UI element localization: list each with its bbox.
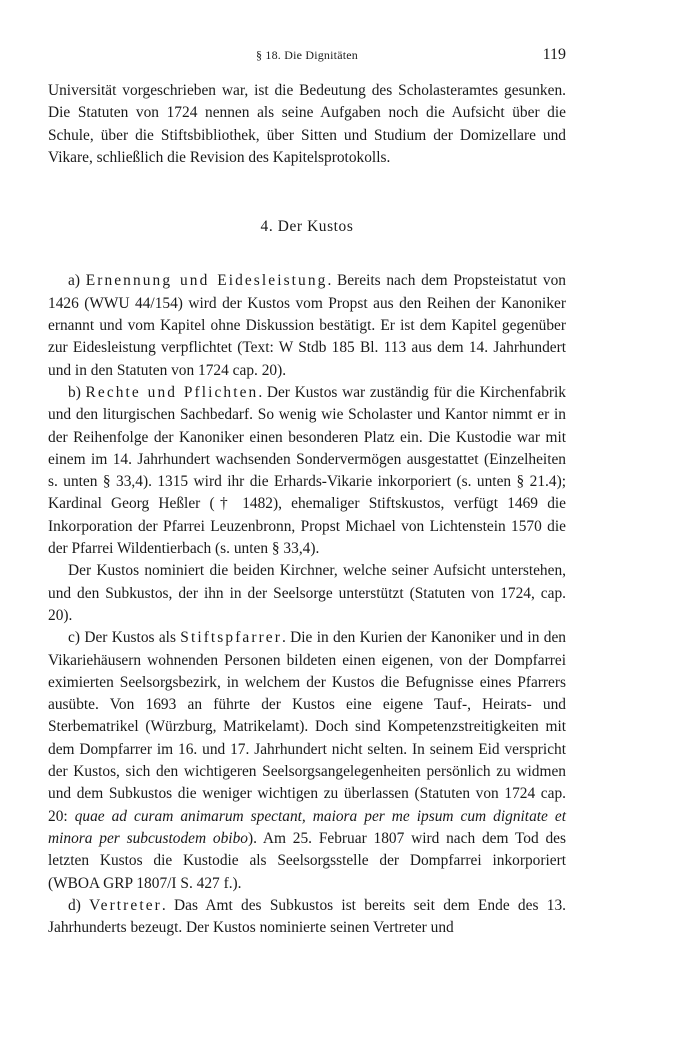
section-heading-title: Der Kustos <box>277 218 354 236</box>
section-heading-number: 4. <box>260 218 274 236</box>
paragraph-c-prefix: Der Kustos als <box>84 629 181 647</box>
paragraph-a-title: Ernennung und Eidesleistung <box>85 272 328 290</box>
paragraph-c-label: c) <box>68 629 80 647</box>
paragraph-kirchner: Der Kustos nominiert die beiden Kirchner, welche seiner Aufsicht unterstehen, und den Subkustos, der ihn in der Seelsorge unterstützt (Statuten von 1724, cap. 20). <box>48 562 566 624</box>
section-title: § 18. Die Dignitäten <box>256 48 358 62</box>
paragraph-a <box>48 270 566 381</box>
paragraph-b-title: Rechte und Pflichten <box>85 383 259 401</box>
paragraph-b <box>48 382 566 560</box>
body-text <box>48 80 566 939</box>
paragraph-d-text: . Das Amt des Subkustos ist bereits seit dem Ende des 13. Jahrhunderts bezeugt. Der Kustos nominierte seinen Vertreter und <box>48 896 566 937</box>
paragraph-d <box>48 895 566 940</box>
paragraph-d-label: d) <box>68 896 81 914</box>
intro-paragraph: Universität vorgeschrieben war, ist die Bedeutung des Scholasteramtes gesunken. Die Statuten von 1724 nennen als seine Aufgaben noch die Aufsicht über die Schule, über die Stiftsbibliothek, über Sitten und Studium der Domizellare und Vikare, schließlich die Revision des Kapitelsprotokolls. <box>48 82 566 166</box>
paragraph-c <box>48 627 566 895</box>
page-number: 119 <box>542 46 566 63</box>
paragraph-c-text: . Die in den Kurien der Kanoniker und in den Vikariehäusern wohnenden Personen bildeten einen eigenen, von der Dompfarrei eximierten Seelsorgsbezirk, in welchem der Kustos die Befugnisse eines Pfarrers ausübte. Von 1693 an führte der Kustos eine eigene Tauf-, Heirats- und Sterbematrikel (Würzburg, Matrikelamt). Doch sind Kompetenzstreitigkeiten mit dem Dompfarrer im 16. und 17. Jahrhundert nicht selten. In seinem Eid verspricht der Kustos, sich den wichtigeren Seelsorgsangelegenheiten persönlich zu widmen und dem Subkustos die weniger wichtigen zu überlassen (Statuten von 1724 cap. 20: <box>48 629 566 825</box>
paragraph-b-text: . Der Kustos war zuständig für die Kirchenfabrik und den liturgischen Sachbedarf. So wenig wie Scholaster und Kantor nimmt er in der Reihenfolge der Kanoniker einen besonderen Platz ein. Die Kustodie war mit einem im 14. Jahrhundert wachsenden Sondervermögen ausgestattet (Einzelheiten s. unten § 33,4). 1315 wird ihr die Erhards-Vikarie inkorporiert (s. unten § 21.4); Kardinal Georg Heßler († 1482), ehemaliger Stiftskustos, verfügt 1469 die Inkorporation der Pfarrei Leuzenbronn, Propst Michael von Lichtenstein 1570 die der Pfarrei Wildentierbach (s. unten § 33,4). <box>48 383 566 558</box>
section-heading <box>48 216 566 238</box>
paragraph-d-title: Vertreter <box>89 896 162 914</box>
running-header <box>48 46 566 66</box>
paragraph-c-text-end: ). Am 25. Februar 1807 wird nach dem Tod des letzten Kustos die Kustodie als Seelsorgsstelle der Dompfarrei inkorporiert (WBOA GRP 1807/I S. 427 f.). <box>48 829 567 892</box>
paragraph-a-label: a) <box>68 272 80 290</box>
paragraph-b-label: b) <box>68 383 81 401</box>
latin-quote: quae ad curam animarum spectant, maiora per me ipsum cum dignitate et minora per subcustodem obibo <box>48 807 566 847</box>
paragraph-a-text: . Bereits nach dem Propsteistatut von 1426 (WWU 44/154) wird der Kustos vom Propst aus den Reihen der Kanoniker ernannt und vom Kapitel ohne Diskussion bestätigt. Er ist dem Kapitel gegenüber zur Eidesleistung verpflichtet (Text: W Stdb 185 Bl. 113 aus dem 14. Jahrhundert und in den Statuten von 1724 cap. 20). <box>48 272 566 379</box>
paragraph-c-title: Stiftspfarrer <box>180 629 282 647</box>
